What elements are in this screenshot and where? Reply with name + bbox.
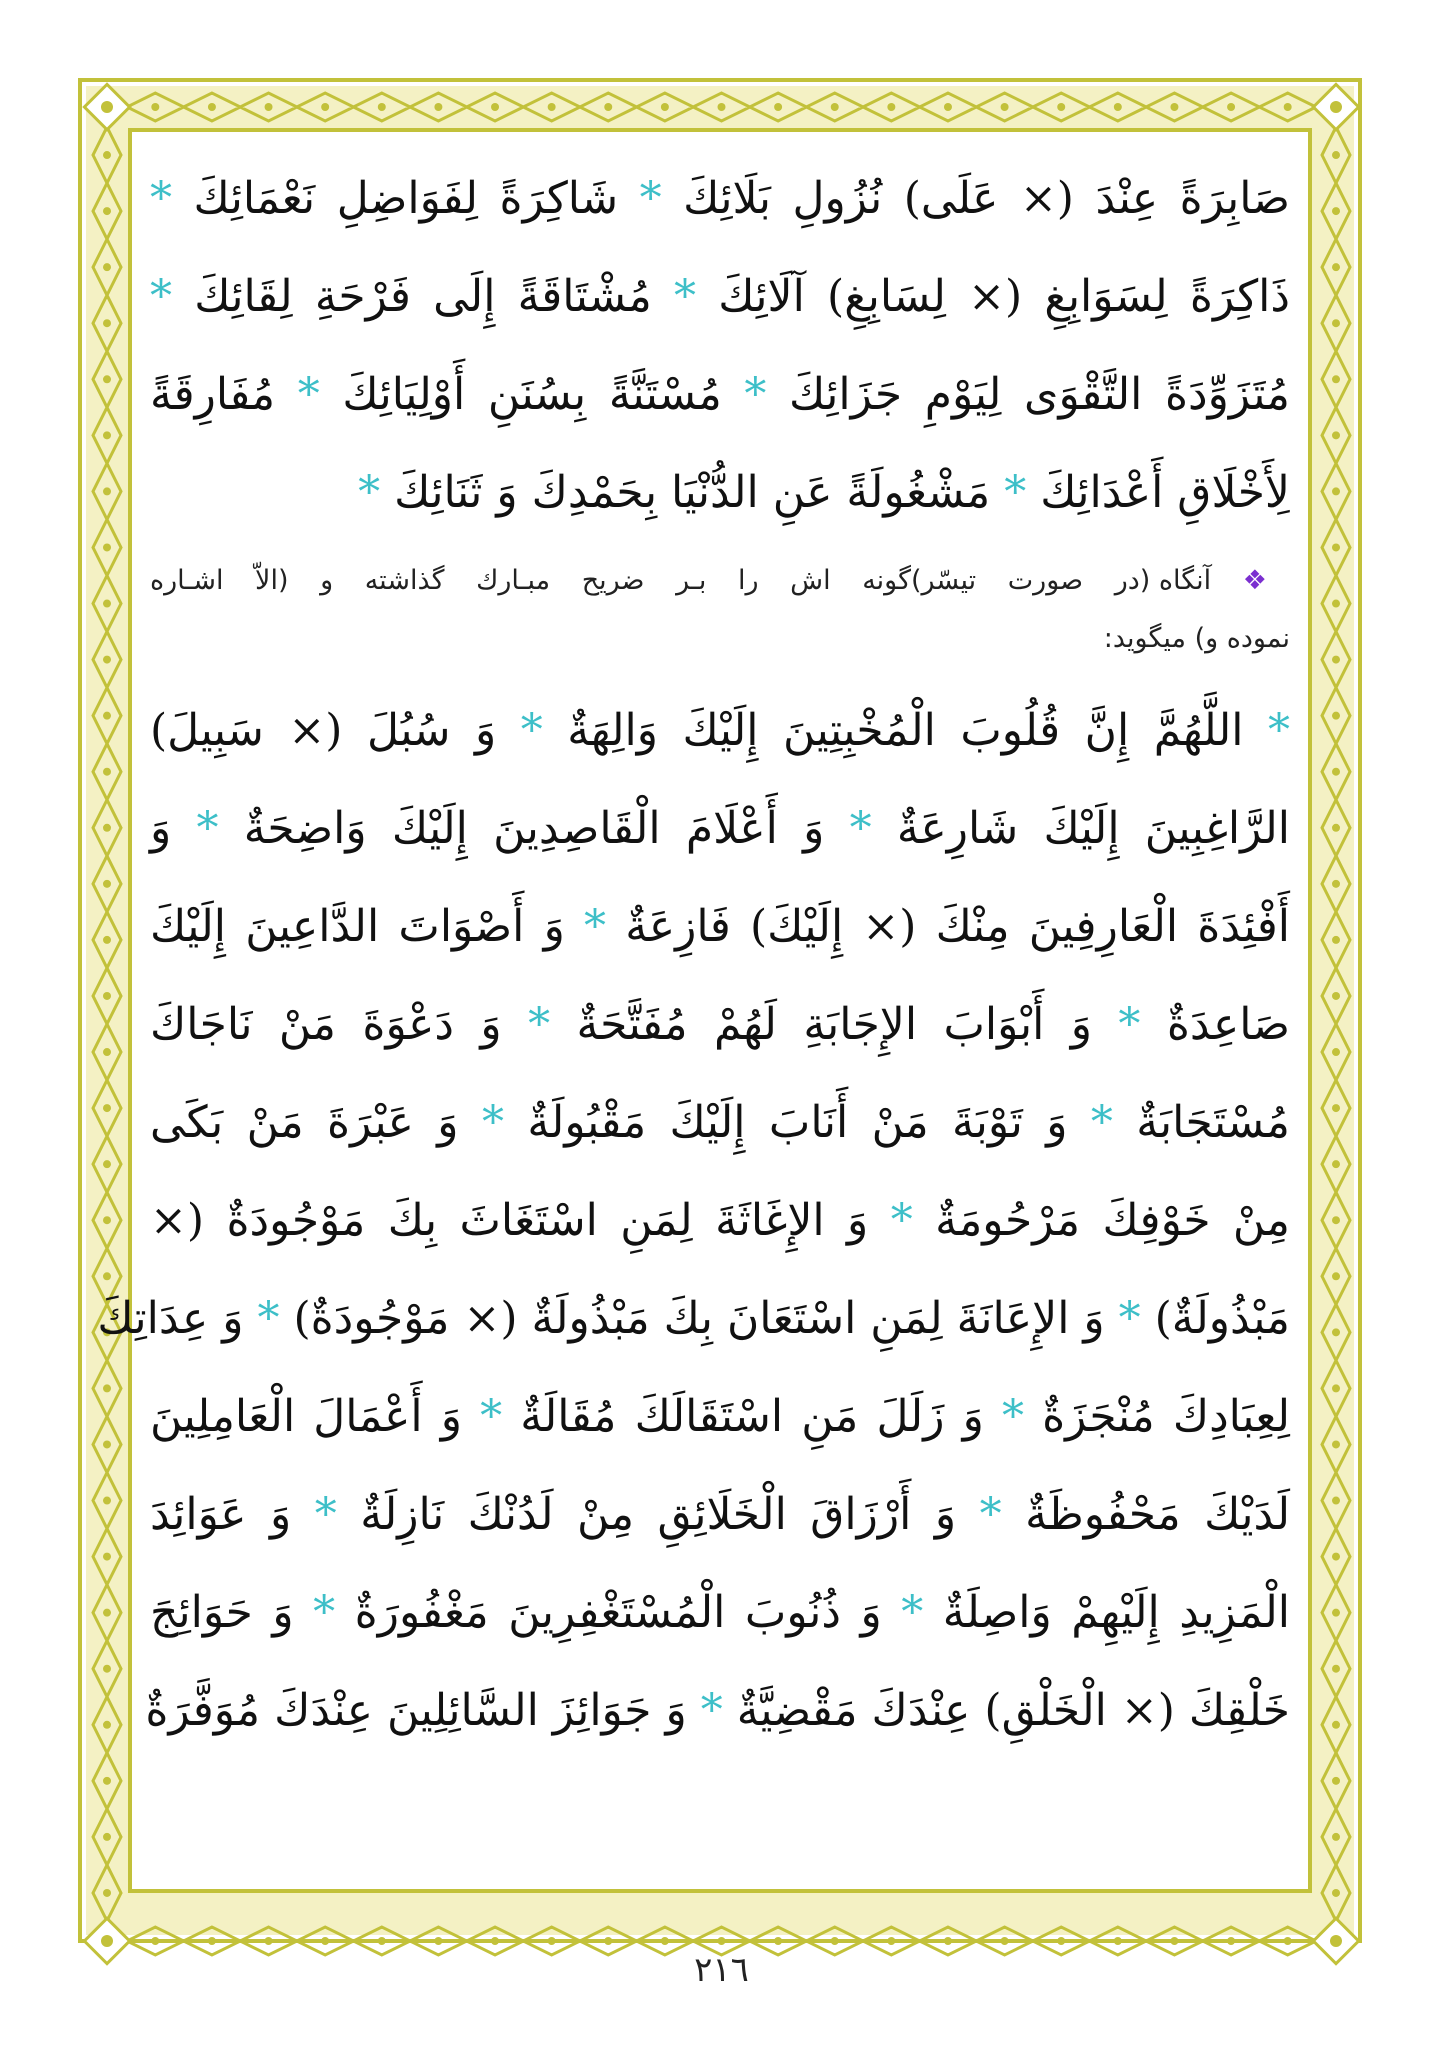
asterisk-icon: *	[849, 803, 872, 854]
ornament-dot	[103, 1440, 111, 1448]
ornament-dot	[1332, 1048, 1340, 1056]
asterisk-icon: *	[901, 1587, 924, 1638]
ornament-dot	[1332, 1216, 1340, 1224]
ornament-dot	[831, 103, 839, 111]
ornament-dot	[1284, 103, 1292, 111]
ornament-dot	[103, 656, 111, 664]
corner-rosette-center	[101, 1935, 113, 1947]
arabic-line: أَفْئِدَةَ الْعَارِفِينَ مِنْكَ (× إِلَيْكَ) فَازِعَةٌ * وَ أَصْوَاتَ الدَّاعِينَ إِلَيْكَ	[150, 901, 1290, 952]
ornament-dot	[103, 319, 111, 327]
ornament-dot	[103, 1384, 111, 1392]
ornament-dot	[661, 1937, 669, 1945]
ornament-dot	[1332, 1665, 1340, 1673]
arabic-line: خَلْقِكَ (× الْخَلْقِ) عِنْدَكَ مَقْضِيَّةٌ * وَ جَوَائِزَ السَّائِلِينَ عِنْدَكَ مُوَفَّرَةٌ	[145, 1685, 1290, 1736]
asterisk-icon: *	[979, 1489, 1002, 1540]
ornament-dot	[604, 1937, 612, 1945]
ornament-dot	[491, 1937, 499, 1945]
asterisk-icon: *	[700, 1685, 723, 1736]
ornament-dot	[1170, 1937, 1178, 1945]
ornament-dot	[1332, 880, 1340, 888]
ornament-dot	[1332, 1104, 1340, 1112]
ornament-dot	[103, 151, 111, 159]
ornament-dot	[265, 1937, 273, 1945]
ornament-dot	[1170, 103, 1178, 111]
ornament-dot	[103, 375, 111, 383]
ornament-dot	[265, 103, 273, 111]
asterisk-icon: *	[1004, 467, 1027, 518]
asterisk-icon: *	[481, 1097, 504, 1148]
ornament-dot	[103, 1553, 111, 1561]
page-number: ٢١٦	[694, 1950, 749, 1990]
ornament-dot	[774, 1937, 782, 1945]
asterisk-icon: *	[314, 1489, 337, 1540]
ornament-dot	[491, 103, 499, 111]
arabic-line: مُتَزَوِّدَةً التَّقْوَى لِيَوْمِ جَزَائِكَ * مُسْتَنَّةً بِسُنَنِ أَوْلِيَائِكَ * مُفَارِقَةً	[150, 369, 1291, 420]
ornament-dot	[378, 103, 386, 111]
ornament-dot	[321, 1937, 329, 1945]
diamond-dots-icon: ❖	[1211, 565, 1290, 596]
ornament-dot	[103, 880, 111, 888]
ornament-dot	[1332, 1553, 1340, 1561]
arabic-line: ذَاكِرَةً لِسَوَابِغِ (× لِسَابِغِ) آلَائِكَ * مُشْتَاقَةً إِلَى فَرْحَةِ لِقَائِكَ *	[150, 271, 1290, 322]
asterisk-icon: *	[1118, 1293, 1141, 1344]
ornament-dot	[378, 1937, 386, 1945]
page-content	[97, 150, 1291, 1870]
asterisk-icon: *	[528, 999, 551, 1050]
arabic-block-2	[97, 682, 1291, 1760]
ornament-dot	[103, 1048, 111, 1056]
asterisk-icon: *	[639, 173, 662, 224]
ornament-dot	[103, 936, 111, 944]
ornament-dot	[1332, 1160, 1340, 1168]
asterisk-icon: *	[297, 369, 320, 420]
asterisk-icon: *	[150, 271, 172, 322]
ornament-dot	[774, 103, 782, 111]
asterisk-icon: *	[1118, 999, 1141, 1050]
ornament-dot	[103, 1833, 111, 1841]
ornament-dot	[1332, 1777, 1340, 1785]
arabic-line: لِعِبَادِكَ مُنْجَزَةٌ * وَ زَلَلَ مَنِ اسْتَقَالَكَ مُقَالَةٌ * وَ أَعْمَالَ الْعَامِلِينَ	[150, 1391, 1290, 1442]
ornament-dot	[208, 103, 216, 111]
arabic-line: مِنْ خَوْفِكَ مَرْحُومَةٌ * وَ الإِغَاثَةَ لِمَنِ اسْتَغَاثَ بِكَ مَوْجُودَةٌ (×	[150, 1195, 1290, 1246]
ornament-zigzag	[1322, 127, 1350, 1921]
arabic-line: مُسْتَجَابَةٌ * وَ تَوْبَةَ مَنْ أَنَابَ إِلَيْكَ مَقْبُولَةٌ * وَ عَبْرَةَ مَنْ بَكَى	[150, 1097, 1291, 1148]
ornament-dot	[1332, 936, 1340, 944]
ornament-dot	[103, 712, 111, 720]
ornament-dot	[1332, 543, 1340, 551]
ornament-dot	[103, 824, 111, 832]
ornament-dot	[1332, 600, 1340, 608]
ornament-dot	[321, 103, 329, 111]
ornament-dot	[1332, 1272, 1340, 1280]
ornament-dot	[944, 1937, 952, 1945]
asterisk-icon: *	[890, 1195, 913, 1246]
ornament-dot	[604, 103, 612, 111]
ornament-dot	[1114, 1937, 1122, 1945]
asterisk-icon: *	[520, 705, 543, 756]
ornament-dot	[434, 103, 442, 111]
ornament-dot	[1332, 263, 1340, 271]
arabic-line: لِأَخْلَاقِ أَعْدَائِكَ * مَشْغُولَةً عَنِ الدُّنْيَا بِحَمْدِكَ وَ ثَنَائِكَ *	[358, 467, 1290, 518]
ornament-dot	[1332, 656, 1340, 664]
ornament-dot	[1001, 103, 1009, 111]
ornament-dot	[103, 1721, 111, 1729]
ornament-dot	[1332, 1440, 1340, 1448]
ornament-dot	[103, 1497, 111, 1505]
ornament-dot	[151, 103, 159, 111]
ornament-dot	[1332, 319, 1340, 327]
ornament-dot	[1284, 1937, 1292, 1945]
arabic-line: * اللَّهُمَّ إِنَّ قُلُوبَ الْمُخْبِتِينَ إِلَيْكَ وَالِهَةٌ * وَ سُبُلَ (× سَبِيلَ)	[150, 705, 1290, 756]
persian-line	[150, 552, 1290, 610]
asterisk-icon: *	[673, 271, 696, 322]
ornament-dot	[718, 1937, 726, 1945]
asterisk-icon: *	[358, 467, 381, 518]
asterisk-icon: *	[480, 1391, 503, 1442]
ornament-dot	[887, 1937, 895, 1945]
ornament-dot	[103, 768, 111, 776]
ornament-dot	[1332, 1384, 1340, 1392]
arabic-line: لَدَيْكَ مَحْفُوظَةٌ * وَ أَرْزَاقَ الْخَلَائِقِ مِنْ لَدُنْكَ نَازِلَةٌ * وَ عَوَائِدَ	[150, 1489, 1290, 1540]
asterisk-icon: *	[1090, 1097, 1113, 1148]
persian-instruction	[150, 552, 1290, 668]
ornament-dot	[887, 103, 895, 111]
arabic-line: الرَّاغِبِينَ إِلَيْكَ شَارِعَةٌ * وَ أَعْلَامَ الْقَاصِدِينَ إِلَيْكَ وَاضِحَةٌ * وَ	[150, 803, 1291, 854]
asterisk-icon: *	[257, 1293, 280, 1344]
asterisk-icon: *	[584, 901, 607, 952]
ornament-dot	[831, 1937, 839, 1945]
ornament-dot	[1227, 1937, 1235, 1945]
ornament-dot	[1332, 1833, 1340, 1841]
ornament-dot	[103, 1777, 111, 1785]
ornament-dot	[103, 992, 111, 1000]
ornament-dot	[103, 487, 111, 495]
ornament-dot	[434, 1937, 442, 1945]
persian-text: آنگاه (در صورت تیسّر)گونه اش را بـر ضریح مبـارك گذاشته و (الاّ اشـاره	[150, 565, 1212, 596]
persian-text: نموده و) میگوید:	[1103, 623, 1290, 654]
ornament-dot	[103, 600, 111, 608]
ornament-dot	[1332, 1889, 1340, 1897]
arabic-line: مَبْذُولَةٌ) * وَ الإِعَانَةَ لِمَنِ اسْتَعَانَ بِكَ مَبْذُولَةٌ (× مَوْجُودَةٌ) * وَ عِدَاتِكَ	[97, 1293, 1290, 1344]
corner-rosette-center	[1330, 1935, 1342, 1947]
ornament-dot	[1332, 1497, 1340, 1505]
asterisk-icon: *	[1001, 1391, 1024, 1442]
ornament-dot	[103, 431, 111, 439]
ornament-dot	[1114, 103, 1122, 111]
asterisk-icon: *	[744, 369, 767, 420]
ornament-dot	[944, 103, 952, 111]
ornament-dot	[103, 207, 111, 215]
ornament-dot	[1057, 103, 1065, 111]
ornament-dot	[1332, 207, 1340, 215]
ornament-dot	[103, 1216, 111, 1224]
arabic-line: صَاعِدَةٌ * وَ أَبْوَابَ الإِجَابَةِ لَهُمْ مُفَتَّحَةٌ * وَ دَعْوَةَ مَنْ نَاجَاكَ	[150, 999, 1290, 1050]
ornament-dot	[1332, 151, 1340, 159]
corner-rosette-center	[101, 101, 113, 113]
ornament-dot	[1227, 103, 1235, 111]
ornament-dot	[1332, 712, 1340, 720]
arabic-line: الْمَزِيدِ إِلَيْهِمْ وَاصِلَةٌ * وَ ذُنُوبَ الْمُسْتَغْفِرِينَ مَغْفُورَةٌ * وَ حَوَائِجَ	[150, 1587, 1290, 1638]
ornament-dot	[103, 1609, 111, 1617]
ornament-dot	[103, 1665, 111, 1673]
ornament-dot	[661, 103, 669, 111]
ornament-dot	[548, 103, 556, 111]
ornament-dot	[1332, 431, 1340, 439]
ornament-dot	[103, 1889, 111, 1897]
persian-line	[150, 610, 1290, 668]
ornament-dot	[1332, 1609, 1340, 1617]
arabic-line: صَابِرَةً عِنْدَ (× عَلَى) نُزُولِ بَلَائِكَ * شَاكِرَةً لِفَوَاضِلِ نَعْمَائِكَ *	[150, 173, 1290, 224]
asterisk-icon: *	[150, 173, 172, 224]
ornament-dot	[103, 1160, 111, 1168]
asterisk-icon: *	[1268, 705, 1290, 756]
asterisk-icon: *	[196, 803, 219, 854]
ornament-dot	[103, 263, 111, 271]
asterisk-icon: *	[313, 1587, 336, 1638]
ornament-dot	[1332, 824, 1340, 832]
ornament-dot	[1001, 1937, 1009, 1945]
ornament-dot	[103, 1104, 111, 1112]
ornament-dot	[208, 1937, 216, 1945]
ornament-zigzag	[93, 127, 121, 1921]
ornament-dot	[103, 543, 111, 551]
ornament-dot	[1332, 768, 1340, 776]
ornament-dot	[1332, 375, 1340, 383]
arabic-block-1	[150, 150, 1290, 542]
ornament-dot	[548, 1937, 556, 1945]
ornament-dot	[1332, 992, 1340, 1000]
ornament-dot	[151, 1937, 159, 1945]
ornament-dot	[1332, 487, 1340, 495]
ornament-dot	[1332, 1721, 1340, 1729]
ornament-dot	[1332, 1328, 1340, 1336]
ornament-dot	[1057, 1937, 1065, 1945]
corner-rosette-center	[1330, 101, 1342, 113]
ornament-dot	[718, 103, 726, 111]
